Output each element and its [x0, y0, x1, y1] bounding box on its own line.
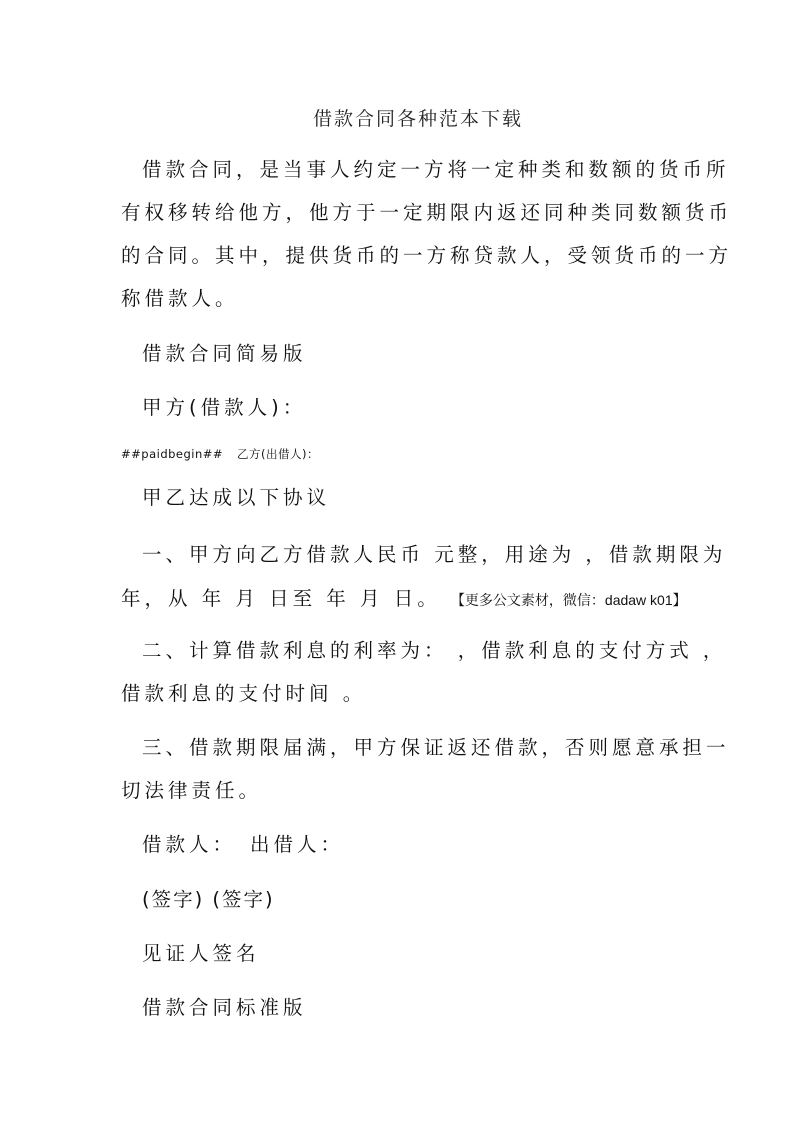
- paid-marker-row: [121, 446, 319, 462]
- document-title: 借款合同各种范本下载: [312, 108, 523, 130]
- clause-1-line-1: 一、甲方向乙方借款人民币 元整，用途为 ，借款期限为: [142, 543, 727, 566]
- clause-2-line-1: 二、计算借款利息的利率为： ，借款利息的支付方式 ，: [142, 639, 727, 662]
- clause-1-line-2: 年，从 年 月 日至 年 月 日。: [121, 587, 441, 610]
- party-a-line: 甲方(借款人)：: [142, 396, 307, 419]
- clause-3-line-1: 三、借款期限届满，甲方保证返还借款，否则愿意承担一: [142, 736, 730, 759]
- clause-2-line-2: 借款利息的支付时间 。: [121, 682, 367, 705]
- sign-labels-row: [142, 890, 275, 910]
- borrower-label: 借款人：: [142, 833, 237, 856]
- clause-3-line-2: 切法律责任。: [121, 779, 263, 802]
- signers-row: [142, 835, 344, 855]
- intro-line-4: 称借款人。: [121, 287, 239, 310]
- intro-line-1: 借款合同，是当事人约定一方将一定种类和数额的货币所: [142, 158, 730, 181]
- lender-label: 出借人：: [250, 833, 345, 856]
- intro-line-3: 的合同。其中，提供货币的一方称贷款人，受领货币的一方: [121, 244, 733, 267]
- clause-1-line-2-row: [121, 589, 687, 609]
- sign-label-right: (签字): [212, 888, 275, 911]
- witness-line: 见证人签名: [142, 942, 260, 965]
- sign-label-left: (签字): [142, 888, 205, 911]
- party-b-line: 乙方(出借人)：: [237, 447, 320, 461]
- agreement-line: 甲乙达成以下协议: [142, 486, 331, 509]
- promo-note: 【更多公文素材，微信：dadaw k01】: [450, 592, 687, 608]
- section-heading-simple: 借款合同简易版: [142, 342, 307, 365]
- section-heading-standard: 借款合同标准版: [142, 996, 307, 1019]
- intro-line-2: 有权移转给他方，他方于一定期限内返还同种类同数额货币: [121, 201, 733, 224]
- paid-marker: ##paidbegin##: [121, 447, 224, 461]
